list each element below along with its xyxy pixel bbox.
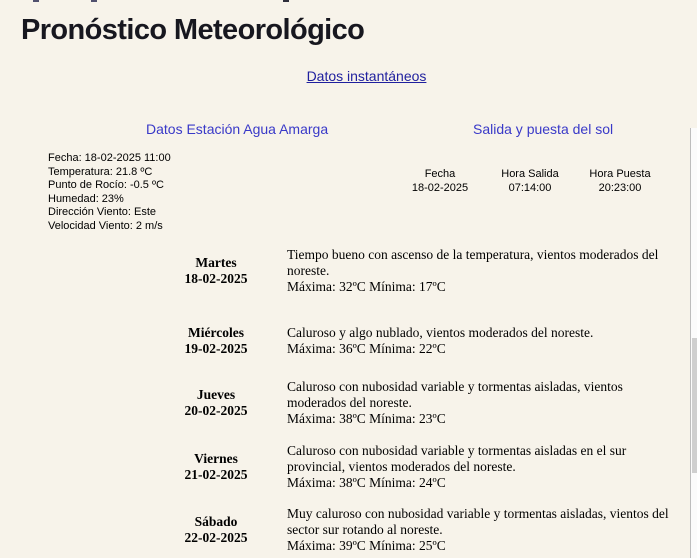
sun-section-header: Salida y puesta del sol	[473, 121, 614, 137]
sun-table-column-sunset	[575, 167, 665, 195]
forecast-row-wednesday	[155, 325, 680, 357]
forecast-day-name: Martes	[195, 255, 237, 270]
forecast-description: Muy caluroso con nubosidad variable y tormentas aisladas, vientos del sector sur rotando al noreste.	[287, 506, 669, 537]
forecast-row-friday	[155, 443, 680, 491]
instant-data-link[interactable]: Datos instantáneos	[306, 68, 427, 84]
station-wind-direction-line: Dirección Viento: Este	[48, 206, 157, 218]
forecast-minmax: Máxima: 38ºC Mínima: 24ºC	[287, 475, 446, 490]
station-section-header: Datos Estación Agua Amarga	[146, 121, 329, 137]
forecast-day-cell	[155, 387, 277, 419]
forecast-table	[155, 247, 680, 554]
forecast-description-cell	[287, 325, 679, 357]
forecast-day-date: 22-02-2025	[184, 530, 248, 545]
forecast-day-cell	[155, 451, 277, 483]
forecast-minmax: Máxima: 39ºC Mínima: 25ºC	[287, 538, 446, 553]
forecast-description: Caluroso con nubosidad variable y tormentas aisladas en el sur provincial, vientos moderados del noreste.	[287, 443, 627, 474]
forecast-description-cell	[287, 443, 679, 491]
forecast-day-name: Sábado	[194, 514, 238, 529]
forecast-row-tuesday	[155, 247, 680, 295]
station-data-block	[48, 152, 171, 233]
vertical-scrollbar[interactable]	[690, 128, 697, 558]
forecast-row-saturday	[155, 506, 680, 554]
forecast-description-cell	[287, 379, 679, 427]
forecast-day-name: Jueves	[196, 387, 236, 402]
sunrise-header: Hora Salida	[501, 168, 559, 180]
forecast-day-cell	[155, 514, 277, 546]
forecast-day-date: 18-02-2025	[184, 271, 248, 286]
forecast-description-cell	[287, 247, 679, 295]
forecast-day-date: 20-02-2025	[184, 403, 248, 418]
sun-table	[395, 167, 665, 195]
clipped-text-fragment	[283, 0, 289, 2]
sun-table-column-date	[395, 167, 485, 195]
station-temperature-line: Temperatura: 21.8 ºC	[48, 165, 153, 178]
forecast-description: Tiempo bueno con ascenso de la temperatura, vientos moderados del noreste.	[287, 247, 659, 278]
sun-table-column-sunrise	[485, 167, 575, 195]
station-wind-speed-line: Velocidad Viento: 2 m/s	[48, 219, 163, 232]
clipped-text-fragment	[33, 0, 39, 2]
forecast-day-name: Miércoles	[188, 325, 244, 340]
forecast-description: Caluroso con nubosidad variable y tormentas aisladas, vientos moderados del noreste.	[287, 379, 623, 410]
forecast-day-cell	[155, 325, 277, 357]
sunset-value: 20:23:00	[598, 182, 642, 194]
page-title: Pronóstico Meteorológico	[21, 14, 365, 46]
forecast-minmax: Máxima: 36ºC Mínima: 22ºC	[287, 341, 446, 356]
forecast-day-date: 21-02-2025	[184, 467, 248, 482]
scrollbar-thumb[interactable]	[692, 338, 697, 473]
instant-data-link-container	[36, 68, 697, 86]
station-humidity-line: Humedad: 23%	[48, 192, 124, 205]
forecast-description-cell	[287, 506, 679, 554]
sun-date-value: 18-02-2025	[411, 182, 469, 194]
forecast-description: Caluroso y algo nublado, vientos moderados del noreste.	[287, 325, 594, 340]
forecast-row-thursday	[155, 379, 680, 427]
station-dewpoint-line: Punto de Rocío: -0.5 ºC	[48, 179, 164, 191]
sunrise-value: 07:14:00	[508, 182, 552, 194]
forecast-day-cell	[155, 255, 277, 287]
clipped-text-fragment	[91, 0, 97, 2]
station-date-line: Fecha: 18-02-2025 11:00	[48, 152, 171, 164]
forecast-day-name: Viernes	[194, 451, 238, 466]
sun-date-header: Fecha	[424, 168, 456, 180]
sunset-header: Hora Puesta	[589, 168, 651, 180]
forecast-minmax: Máxima: 38ºC Mínima: 23ºC	[287, 411, 446, 426]
forecast-minmax: Máxima: 32ºC Mínima: 17ºC	[287, 279, 446, 294]
forecast-day-date: 19-02-2025	[184, 341, 248, 356]
